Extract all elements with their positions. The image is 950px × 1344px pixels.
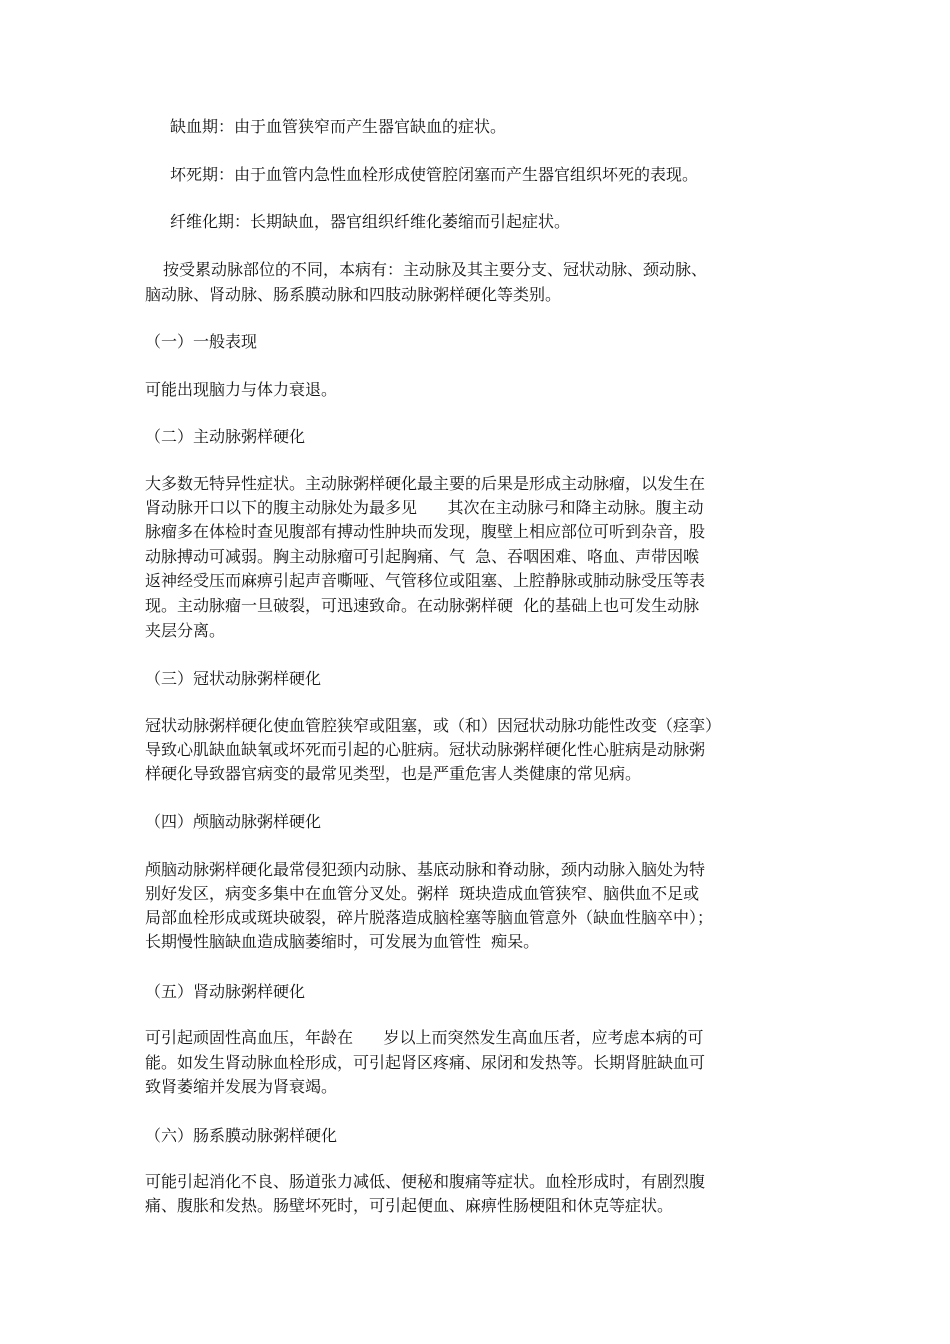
stage-ischemia: 缺血期：由于血管狭窄而产生器官缺血的症状。 <box>170 117 507 136</box>
paragraph-line: 能。如发生肾动脉血栓形成，可引起肾区疼痛、尿闭和发热等。长期肾脏缺血可 <box>145 1053 706 1072</box>
paragraph-line: 动脉搏动可减弱。胸主动脉瘤可引起胸痛、气 急、吞咽困难、咯血、声带因喉 <box>145 547 700 566</box>
section-heading: （一）一般表现 <box>145 332 258 351</box>
intro-line: 按受累动脉部位的不同，本病有：主动脉及其主要分支、冠状动脉、颈动脉、 <box>163 260 708 279</box>
paragraph-line: 长期慢性脑缺血造成脑萎缩时，可发展为血管性 痴呆。 <box>145 932 540 951</box>
section-heading: （二）主动脉粥样硬化 <box>145 427 306 446</box>
section-heading: （五）肾动脉粥样硬化 <box>145 982 306 1001</box>
paragraph-line: 局部血栓形成或斑块破裂，碎片脱落造成脑栓塞等脑血管意外（缺血性脑卒中）； <box>145 908 714 927</box>
paragraph-line: 别好发区，病变多集中在血管分叉处。粥样 斑块造成血管狭窄、脑供血不足或 <box>145 884 700 903</box>
paragraph-line: 冠状动脉粥样硬化使血管腔狭窄或阻塞，或（和）因冠状动脉功能性改变（痉挛） <box>145 716 722 735</box>
section-heading: （四）颅脑动脉粥样硬化 <box>145 812 322 831</box>
stage-necrosis: 坏死期：由于血管内急性血栓形成使管腔闭塞而产生器官组织坏死的表现。 <box>170 165 699 184</box>
paragraph-line: 夹层分离。 <box>145 621 226 640</box>
paragraph-line: 大多数无特异性症状。主动脉粥样硬化最主要的后果是形成主动脉瘤，以发生在 <box>145 474 706 493</box>
paragraph-line: 返神经受压而麻痹引起声音嘶哑、气管移位或阻塞、上腔静脉或肺动脉受压等表 <box>145 571 706 590</box>
paragraph-line: 现。主动脉瘤一旦破裂，可迅速致命。在动脉粥样硬 化的基础上也可发生动脉 <box>145 596 700 615</box>
paragraph-line: 颅脑动脉粥样硬化最常侵犯颈内动脉、基底动脉和脊动脉，颈内动脉入脑处为特 <box>145 860 706 879</box>
section-heading: （三）冠状动脉粥样硬化 <box>145 669 322 688</box>
paragraph-line: 样硬化导致器官病变的最常见类型，也是严重危害人类健康的常见病。 <box>145 764 642 783</box>
stage-fibrosis: 纤维化期：长期缺血，器官组织纤维化萎缩而引起症状。 <box>170 212 571 231</box>
paragraph-line: 脉瘤多在体检时查见腹部有搏动性肿块而发现，腹壁上相应部位可听到杂音，股 <box>145 522 706 541</box>
section-heading: （六）肠系膜动脉粥样硬化 <box>145 1126 338 1145</box>
paragraph-line: 可引起顽固性高血压，年龄在 岁以上而突然发生高血压者，应考虑本病的可 <box>145 1028 704 1047</box>
paragraph-line: 导致心肌缺血缺氧或坏死而引起的心脏病。冠状动脉粥样硬化性心脏病是动脉粥 <box>145 740 706 759</box>
paragraph-line: 可能出现脑力与体力衰退。 <box>145 380 338 399</box>
paragraph-line: 痛、腹胀和发热。肠壁坏死时，可引起便血、麻痹性肠梗阻和休克等症状。 <box>145 1196 674 1215</box>
paragraph-line: 致肾萎缩并发展为肾衰竭。 <box>145 1077 338 1096</box>
paragraph-line: 可能引起消化不良、肠道张力减低、便秘和腹痛等症状。血栓形成时，有剧烈腹 <box>145 1172 706 1191</box>
paragraph-line: 肾动脉开口以下的腹主动脉处为最多见 其次在主动脉弓和降主动脉。腹主动 <box>145 498 704 517</box>
intro-line: 脑动脉、肾动脉、肠系膜动脉和四肢动脉粥样硬化等类别。 <box>145 285 562 304</box>
